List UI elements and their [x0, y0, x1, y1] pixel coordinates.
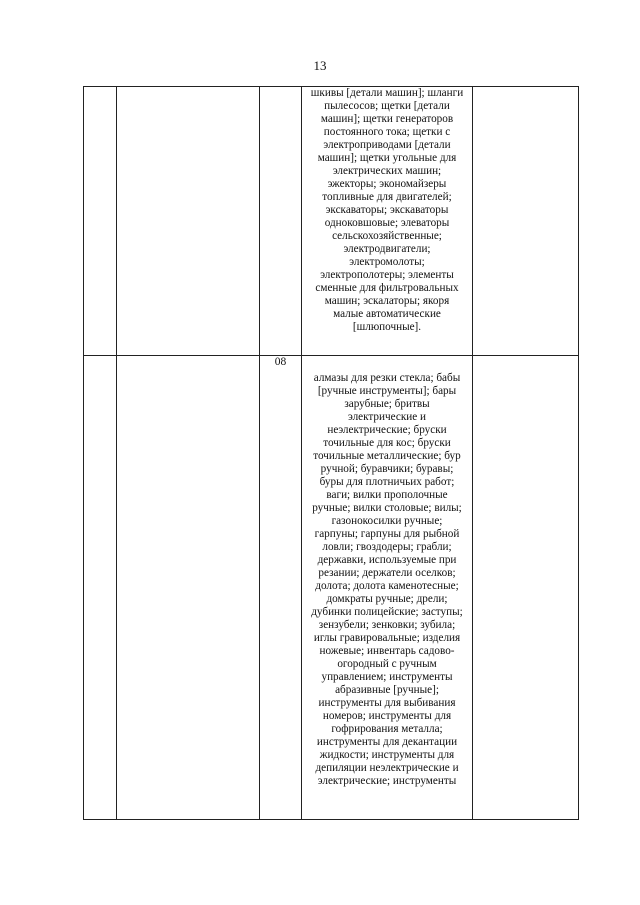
goods-line: жидкости; инструменты для — [319, 749, 455, 761]
goods-line: электрические; инструменты — [317, 775, 457, 787]
empty-cell — [84, 356, 117, 820]
goods-line: одноковшовые; элеваторы — [324, 217, 450, 229]
goods-line: машин]; щетки генераторов — [320, 113, 454, 125]
empty-cell — [117, 356, 260, 820]
goods-line: домкраты ручные; дрели; — [326, 593, 448, 605]
class-code-cell: 08 — [260, 356, 302, 820]
goods-line: абразивные [ручные]; — [335, 684, 439, 696]
goods-line: электромолоты; — [349, 256, 425, 268]
goods-line: неэлектрические; бруски — [327, 424, 447, 436]
goods-line: ручной; буравчики; буравы; — [320, 463, 454, 475]
goods-line: управлением; инструменты — [321, 671, 453, 683]
goods-line: [ручные инструменты]; бары — [317, 385, 457, 397]
goods-line: буры для плотничьих работ; — [319, 476, 455, 488]
goods-line: депиляции неэлектрические и — [315, 762, 459, 774]
goods-line: ловли; гвоздодеры; грабли; — [322, 541, 452, 553]
goods-line: резании; держатели оселков; — [318, 567, 456, 579]
empty-cell — [473, 87, 579, 356]
goods-line: огородный с ручным — [337, 658, 437, 670]
goods-line: экскаваторы; экскаваторы — [325, 204, 449, 216]
table-row — [84, 87, 579, 356]
goods-line: эжекторы; экономайзеры — [327, 178, 447, 190]
empty-cell — [473, 356, 579, 820]
goods-line: ваги; вилки прополочные — [326, 489, 448, 501]
goods-line: машин]; щетки угольные для — [317, 152, 457, 164]
goods-line: номеров; инструменты для — [322, 710, 452, 722]
goods-line: электрические и — [347, 411, 427, 423]
goods-line: державки, используемые при — [317, 554, 457, 566]
goods-line: электрических машин; — [332, 165, 442, 177]
goods-line: ручные; вилки столовые; вилы; — [312, 502, 462, 514]
goods-line: сельскохозяйственные; — [332, 230, 442, 242]
goods-line: точильные для кос; бруски — [323, 437, 451, 449]
goods-line: алмазы для резки стекла; бабы — [313, 372, 461, 384]
goods-line: электроприводами [детали — [323, 139, 451, 151]
goods-line: гофрирования металла; — [331, 723, 443, 735]
empty-cell — [84, 87, 117, 356]
goods-line: газонокосилки ручные; — [331, 515, 443, 527]
goods-line: пылесосов; щетки [детали — [324, 100, 450, 112]
goods-line: зензубели; зенковки; зубила; — [318, 619, 456, 631]
goods-line: [шлюпочные]. — [352, 321, 422, 333]
table-row — [84, 356, 579, 820]
goods-line: инструменты для декантации — [316, 736, 458, 748]
empty-cell — [117, 87, 260, 356]
goods-line: ножевые; инвентарь садово- — [319, 645, 455, 657]
goods-line: инструменты для выбивания — [318, 697, 456, 709]
goods-line: постоянного тока; щетки с — [323, 126, 451, 138]
goods-list-cell — [302, 87, 473, 356]
goods-line: шкивы [детали машин]; шланги — [310, 87, 464, 99]
goods-line: электродвигатели; — [343, 243, 431, 255]
goods-line: топливные для двигателей; — [322, 191, 452, 203]
goods-list-cell — [302, 356, 473, 820]
goods-line: долота; долота каменотесные; — [315, 580, 459, 592]
goods-line: дубинки полицейские; заступы; — [311, 606, 463, 618]
goods-line: точильные металлические; бур — [313, 450, 461, 462]
goods-line: сменные для фильтровальных — [315, 282, 459, 294]
goods-line: гарпуны; гарпуны для рыбной — [314, 528, 460, 540]
goods-line: малые автоматические — [333, 308, 441, 320]
class-code-cell — [260, 87, 302, 356]
page-number: 13 — [313, 58, 327, 73]
goods-line: иглы гравировальные; изделия — [313, 632, 461, 644]
goods-line: зарубные; бритвы — [344, 398, 430, 410]
goods-line: электрополотеры; элементы — [320, 269, 454, 281]
goods-line: машин; эскалаторы; якоря — [324, 295, 450, 307]
goods-table — [83, 86, 579, 820]
